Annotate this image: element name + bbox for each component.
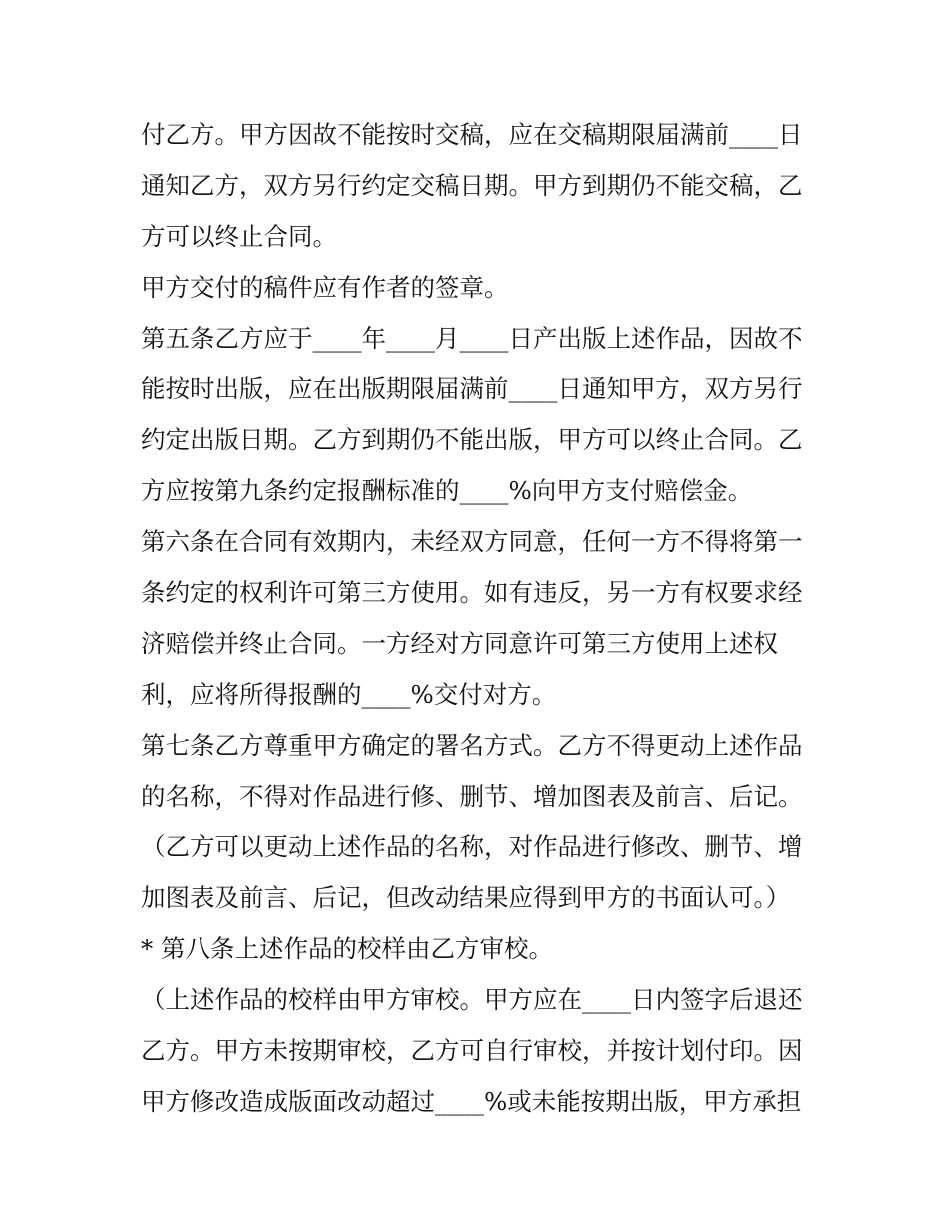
text-line: 能按时出版，应在出版期限届满前____日通知甲方，双方另行 <box>141 374 803 404</box>
text-line: 方应按第九条约定报酬标准的____%向甲方支付赔偿金。 <box>141 476 753 506</box>
text-line: 甲方修改造成版面改动超过____%或未能按期出版，甲方承担 <box>141 1086 802 1116</box>
contract-body-text <box>141 110 821 1128</box>
text-line: 乙方。甲方未按期审校，乙方可自行审校，并按计划付印。因 <box>141 1036 803 1066</box>
text-line: 加图表及前言、后记，但改动结果应得到甲方的书面认可。） <box>141 883 791 913</box>
text-line: 甲方交付的稿件应有作者的签章。 <box>141 272 509 302</box>
text-line: 的名称，不得对作品进行修、删节、增加图表及前言、后记。 <box>141 781 803 811</box>
text-line: 条约定的权利许可第三方使用。如有违反，另一方有权要求经 <box>141 578 803 608</box>
text-line: 第七条乙方尊重甲方确定的署名方式。乙方不得更动上述作品 <box>141 730 803 760</box>
text-line: 第六条在合同有效期内，未经双方同意，任何一方不得将第一 <box>141 527 803 557</box>
text-line: 方可以终止合同。 <box>141 221 337 251</box>
text-line: 利，应将所得报酬的____%交付对方。 <box>141 679 557 709</box>
text-line: 济赔偿并终止合同。一方经对方同意许可第三方使用上述权 <box>141 628 778 658</box>
text-line: 付乙方。甲方因故不能按时交稿，应在交稿期限届满前____日 <box>141 120 803 149</box>
text-line: 约定出版日期。乙方到期仍不能出版，甲方可以终止合同。乙 <box>141 425 803 455</box>
text-line: 第五条乙方应于____年____月____日产出版上述作品，因故不 <box>141 323 803 353</box>
text-line: * 第八条上述作品的校样由乙方审校。 <box>141 934 554 964</box>
text-line: （上述作品的校样由甲方审校。甲方应在____日内签字后退还 <box>141 985 803 1015</box>
text-line: （乙方可以更动上述作品的名称，对作品进行修改、删节、增 <box>141 832 803 862</box>
text-line: 通知乙方，双方另行约定交稿日期。甲方到期仍不能交稿，乙 <box>141 170 803 200</box>
